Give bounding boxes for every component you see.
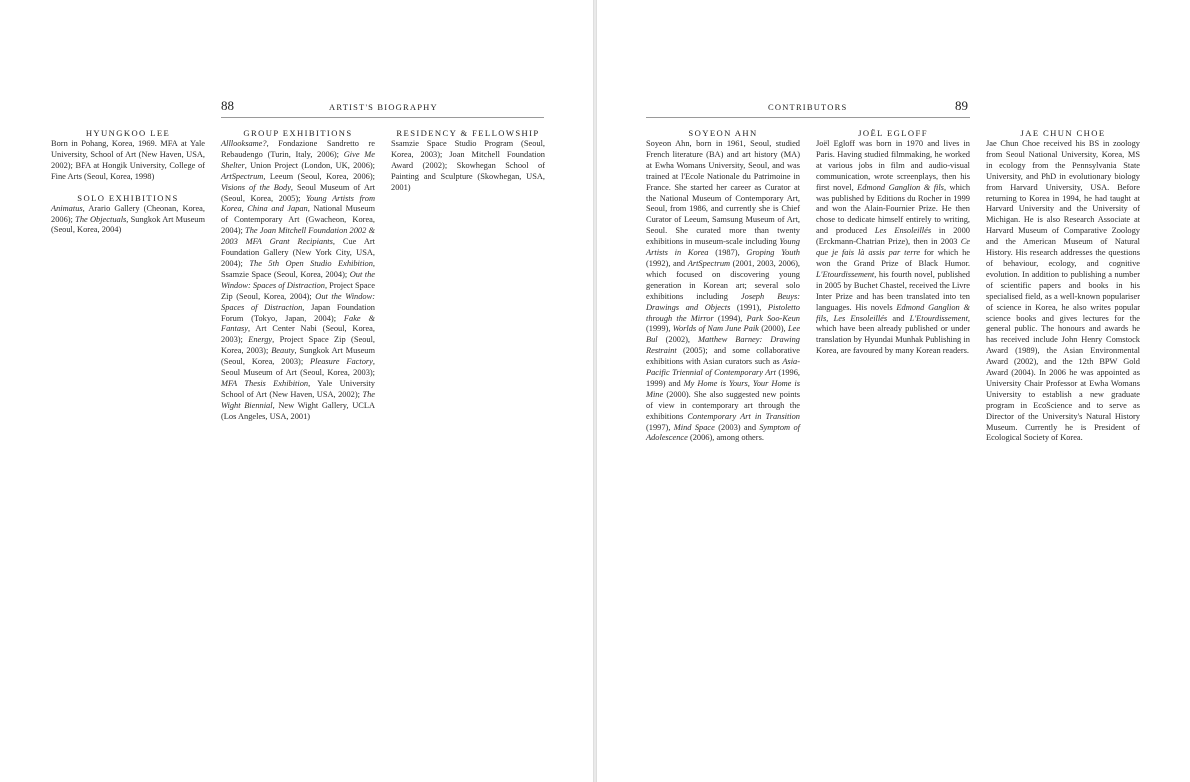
italic-title: Give Me Shelter — [221, 149, 375, 170]
italic-title: Symptom of Adolescence — [646, 422, 800, 443]
column-group-exhibitions — [221, 128, 375, 423]
header-rule-left — [221, 117, 544, 118]
italic-title: Les Ensoleillés — [833, 313, 888, 323]
italic-title: Matthew Barney: Drawing Restraint — [646, 335, 800, 356]
page-number-right: 89 — [955, 98, 968, 113]
left-page — [0, 0, 593, 782]
italic-title: Young Artists in Korea — [646, 237, 800, 258]
solo-exhibitions-text — [51, 204, 205, 237]
italic-title: Ce que je fais là assis par terre — [816, 237, 970, 258]
heading-soyeon-ahn: SOYEON AHN — [688, 128, 758, 138]
bio-joel-egloff — [816, 139, 970, 357]
page-number-left: 88 — [221, 98, 234, 113]
text-run: (1997), — [646, 422, 674, 432]
column-jae-chun-choe — [986, 128, 1140, 444]
italic-title: My Home is Yours, Your Home is Mine — [646, 378, 800, 399]
text-run: (2002), — [657, 335, 698, 345]
italic-title: Contemporary Art in Transition — [687, 411, 800, 421]
italic-title: Beauty — [271, 346, 295, 356]
text-run: (1987), — [708, 248, 747, 258]
italic-title: Energy — [248, 335, 273, 345]
text-run: , which have been already published or under translation by Hyundai Munhak Publishing in Korea, are favoured by many Korean readers. — [816, 313, 971, 356]
italic-title: Lee Bul — [646, 324, 801, 345]
right-page — [597, 0, 1190, 782]
text-run: , which was published by Editions du Rocher in 1999 and won the Alain-Fournier Prize. He then chose to dedicate himself entirely to writing, and produced — [816, 182, 971, 236]
text-run: (1999), — [646, 324, 673, 334]
text-run: , Seoul Museum of Art (Seoul, Korea, 2005); — [221, 182, 375, 203]
header-rule-right — [646, 117, 970, 118]
italic-title: ArtSpectrum — [221, 171, 264, 181]
italic-title: Joseph Beuys: Drawings and Objects — [646, 291, 800, 312]
italic-title: Pistoletto through the Mirror — [646, 302, 800, 323]
column-joel-egloff — [816, 128, 970, 357]
heading-residency-fellowship: RESIDENCY & FELLOWSHIP — [396, 128, 540, 138]
text-run: (1992), and — [646, 258, 688, 268]
italic-title: The Joan Mitchell Foundation 2002 & 2003 MFA Grant Recipiants — [221, 226, 375, 247]
heading-joel-egloff: JOËL EGLOFF — [858, 128, 928, 138]
column-residency-fellowship — [391, 128, 545, 194]
solo-detail-2: , Sungkok Art Museum (Seoul, Korea, 2004) — [51, 214, 205, 235]
italic-title: Alllooksame? — [221, 139, 267, 148]
solo-title-1: Animatus — [51, 203, 83, 213]
italic-title: Young Artists from Korea, China and Japan — [221, 193, 375, 214]
text-run: (1996, 1999) and — [646, 368, 800, 388]
italic-title: The 5th Open Studio Exhibition — [249, 258, 373, 268]
solo-detail-1: , Arario Gallery (Cheonan, Korea, 2006); — [51, 203, 205, 224]
italic-title: Out the Window: Spaces of Distraction — [221, 291, 375, 312]
italic-title: Park Soo-Keun — [746, 313, 800, 323]
text-run: (1994), — [713, 313, 747, 323]
running-head-left: ARTIST'S BIOGRAPHY — [329, 102, 438, 112]
text-run: , National Museum of Contemporary Art (Gwacheon, Korea, 2004); — [221, 204, 375, 236]
italic-title: Mind Space — [673, 422, 715, 432]
text-run: (2006), among others. — [687, 433, 764, 443]
heading-group-exhibitions: GROUP EXHIBITIONS — [243, 128, 353, 138]
bio-soyeon-ahn — [646, 139, 800, 444]
text-run: , Art Center Nabi (Seoul, Korea, 2003); — [221, 324, 375, 345]
text-run: (1991), — [730, 302, 768, 312]
text-run: Joël Egloff was born in 1970 and lives in Paris. Having studied filmmaking, he worked at various jobs in film and audio-visual communication, wrote screenplays, then his first novel, — [816, 139, 970, 192]
italic-title: The Wight Biennial — [221, 389, 375, 410]
text-run: , Ssamzie Space (Seoul, Korea, 2004); — [221, 258, 375, 279]
italic-title: Out the Window: Spaces of Distraction — [221, 269, 375, 290]
heading-jae-chun-choe: JAE CHUN CHOE — [1020, 128, 1106, 138]
text-run: , Fondazione Sandretto re Rebaudengo (Turin, Italy, 2006); — [221, 139, 375, 159]
text-run: (2001, 2003, 2006), which focused on discovering young generation in Korean art; several solo exhibitions including — [646, 258, 801, 301]
italic-title: ArtSpectrum — [687, 258, 731, 268]
text-run: , Union Project (London, UK, 2006); — [244, 160, 375, 170]
text-run: (2003) and — [714, 422, 760, 432]
residency-fellowship-text: Ssamzie Space Studio Program (Seoul, Korea, 2003); Joan Mitchell Foundation Award (2002); Skowhegan School of Painting and Sculpture (Skowhegan, USA, 2001) — [391, 139, 545, 192]
text-run: , Leeum (Seoul, Korea, 2006); — [263, 171, 375, 181]
italic-title: L'Etourdissement — [816, 269, 875, 279]
text-run: , Yale University School of Art (New Haven, USA, 2002); — [221, 378, 375, 399]
column-soyeon-ahn — [646, 128, 800, 444]
italic-title: Visions of the Body — [221, 182, 291, 192]
solo-title-2: The Objectuals — [75, 214, 127, 224]
text-run: (2000), — [758, 324, 788, 334]
column-hyungkoo-lee — [51, 128, 205, 236]
running-head-right: CONTRIBUTORS — [768, 102, 848, 112]
text-run: in 2000 (Erckmann-Chatrian Prize), then in 2003 — [816, 226, 970, 247]
bio-jae-chun-choe: Jae Chun Choe received his BS in zoology from Seoul National University, Korea, MS in ecology from the Pennsylvania State University, and PhD in evolutionary biology from Harvard University, USA. Before returning to Korea in 1994, he had taught at Harvard University and the University of Michigan. He is also Research Associate at Harvard Museum of Comparative Zoology and the American Museum of Natural History. His research addresses the questions of behaviour, ecology, and cognitive evolution. In addition to publishing a number of scientific papers and books in his specialised field, as a well-known populariser of science in Korea, he also writes popular science books and gives lectures for the general public. The honours and awards he has received include John Henry Comstock Award (1989), the Asian Environmental Award (2002), and the 12th BPW Gold Award (2004). In 2006 he was appointed as University Chair Professor at Ewha Womans University to establish a new graduate program in EcoScience and to serve as Director of the University's Natural History Museum. Currently he is President of Ecological Society of Korea. — [986, 139, 1140, 443]
heading-hyungkoo-lee: HYUNGKOO LEE — [85, 128, 171, 138]
text-run: , Project Space Zip (Seoul, Korea, 2003); — [221, 335, 376, 356]
text-run: , — [826, 313, 834, 323]
italic-title: Les Ensoleillés — [874, 226, 932, 236]
italic-title: Edmond Ganglion & fils — [816, 302, 970, 323]
text-run: for which he won the Grand Prize of Black Humor. — [816, 248, 970, 268]
text-run: (2005); and some collaborative exhibitions with Asian curators such as — [646, 346, 800, 367]
text-run: Soyeon Ahn, born in 1961, Seoul, studied French literature (BA) and art history (MA) at Ewha Womans University, Seoul, and was trained at l'Ecole Nationale du Patrimoine in France. She started her career as Curator at the National Museum of Contemporary Art, Seoul, from 1986, and currently she is Chief Curator of Leeum, Samsung Museum of Art, Seoul. She curated more than twenty exhibitions in museum-scale including — [646, 139, 800, 247]
italic-title: Edmond Ganglion & fils — [857, 182, 944, 192]
group-exhibitions-text — [221, 139, 375, 423]
italic-title: L'Etourdissement — [909, 313, 968, 323]
bio-hyungkoo-lee: Born in Pohang, Korea, 1969. MFA at Yale University, School of Art (New Haven, USA, 2002); BFA at Hongik University, College of Fine Arts (Seoul, Korea, 1998) — [51, 139, 205, 181]
text-run: , Sungkok Art Museum (Seoul, Korea, 2003); — [221, 346, 375, 367]
text-run: (2000). She also suggested new points of view in contemporary art through the exhibitions — [646, 389, 800, 421]
italic-title: Pleasure Factory — [310, 357, 373, 367]
text-run: , New Wight Gallery, UCLA (Los Angeles, USA, 2001) — [221, 400, 375, 421]
text-run: , Japan Foundation Forum (Tokyo, Japan, 2004); — [221, 302, 375, 323]
text-run: , Cue Art Foundation Gallery (New York City, USA, 2004); — [221, 237, 375, 268]
italic-title: Worlds of Nam June Paik — [672, 324, 759, 334]
text-run: , Project Space Zip (Seoul, Korea, 2004); — [221, 280, 375, 301]
text-run: , Seoul Museum of Art (Seoul, Korea, 2003); — [221, 357, 375, 378]
heading-solo-exhibitions: SOLO EXHIBITIONS — [77, 192, 179, 203]
text-run: and — [887, 313, 910, 323]
italic-title: MFA Thesis Exhibition — [221, 378, 309, 388]
text-run: , his fourth novel, published in 2005 by Buchet Chastel, received the Livre Inter Prize and has been translated into ten languages. His novels — [816, 269, 970, 312]
italic-title: Asia-Pacific Triennial of Contemporary Art — [646, 357, 800, 378]
italic-title: Fake & Fantasy — [221, 313, 375, 334]
italic-title: Groping Youth — [746, 248, 800, 258]
